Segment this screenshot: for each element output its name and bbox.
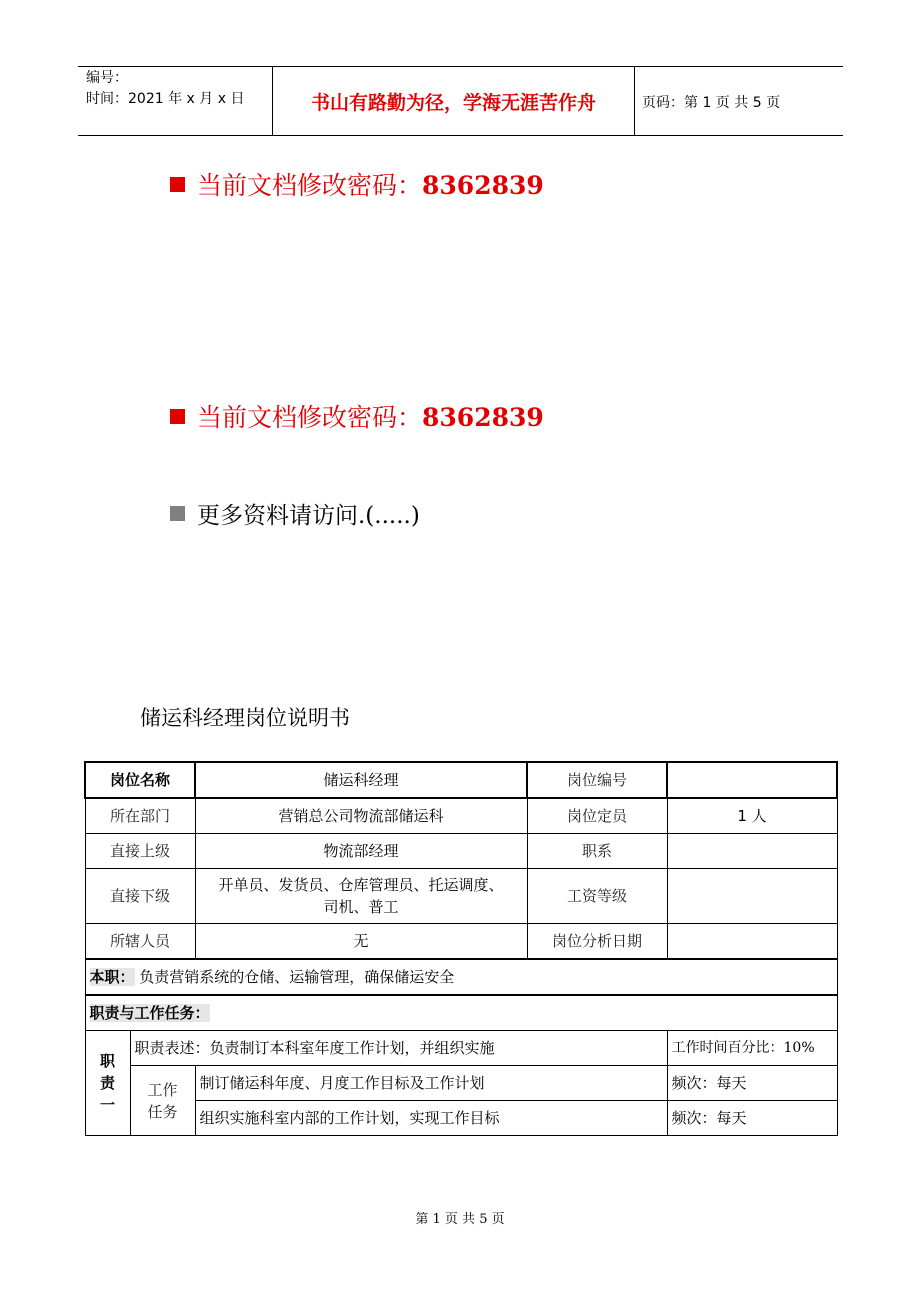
password-label: 当前文档修改密码： (197, 403, 423, 432)
password-notice-2 (170, 398, 544, 434)
header-slogan: 书山有路勤为径，学海无涯苦作舟 (310, 92, 596, 114)
table-row (85, 924, 837, 960)
value-analysis-date (667, 924, 837, 960)
table-row (85, 995, 837, 1031)
header-meta (86, 68, 244, 110)
document-date: 时间：2021 年 x 月 x 日 (86, 91, 245, 107)
responsibility-one-char: 职 (99, 1052, 115, 1070)
responsibility-one-label (85, 1031, 130, 1136)
duty-text: 负责营销系统的仓储、运输管理，确保储运安全 (139, 968, 455, 986)
gray-square-bullet-icon (170, 506, 185, 521)
responsibility-one-char: 一 (99, 1096, 115, 1114)
value-headcount: 1 人 (667, 798, 837, 834)
responsibility-description (130, 1031, 667, 1066)
label-direct-subordinates: 直接下级 (85, 869, 195, 924)
label-managed-staff: 所辖人员 (85, 924, 195, 960)
value-job-family (667, 834, 837, 869)
label-direct-superior: 直接上级 (85, 834, 195, 869)
work-time-percent: 工作时间百分比：10% (667, 1031, 837, 1066)
job-description-table (84, 761, 838, 1136)
responsibilities-label: 职责与工作任务： (89, 1004, 210, 1022)
table-row (85, 1031, 837, 1066)
table-row (85, 798, 837, 834)
label-position-name: 岗位名称 (85, 762, 195, 798)
label-department: 所在部门 (85, 798, 195, 834)
task-frequency: 频次：每天 (667, 1066, 837, 1101)
password-code: 8362839 (422, 403, 544, 432)
red-square-bullet-icon (170, 177, 185, 192)
duty-label: 本职： (89, 968, 135, 986)
task-text: 制订储运科年度、月度工作目标及工作计划 (195, 1066, 667, 1101)
more-info-notice (170, 497, 420, 530)
value-direct-subordinates: 开单员、发货员、仓库管理员、托运调度、司机、普工 (195, 869, 527, 924)
task-label-line: 任务 (147, 1102, 178, 1121)
label-job-family: 职系 (527, 834, 667, 869)
table-row (85, 1066, 837, 1101)
responsibility-description-text: 职责表述：负责制订本科室年度工作计划，并组织实施 (134, 1039, 495, 1057)
document-number-label: 编号： (86, 70, 128, 86)
value-managed-staff: 无 (195, 924, 527, 960)
page-footer: 第 1 页 共 5 页 (415, 1212, 505, 1227)
label-salary-grade: 工资等级 (527, 869, 667, 924)
page-title: 储运科经理岗位说明书 (140, 706, 350, 730)
table-row (85, 834, 837, 869)
task-label-line: 工作 (147, 1080, 178, 1099)
label-analysis-date: 岗位分析日期 (527, 924, 667, 960)
password-code: 8362839 (422, 171, 544, 200)
header-divider-right (634, 66, 635, 135)
value-salary-grade (667, 869, 837, 924)
table-row (85, 869, 837, 924)
value-department: 营销总公司物流部储运科 (195, 798, 527, 834)
password-label: 当前文档修改密码： (197, 171, 423, 200)
label-headcount: 岗位定员 (527, 798, 667, 834)
value-position-name: 储运科经理 (195, 762, 527, 798)
task-label (130, 1066, 195, 1136)
header-bottom-rule (78, 135, 843, 136)
task-frequency: 频次：每天 (667, 1101, 837, 1136)
table-row (85, 762, 837, 798)
responsibilities-header (85, 995, 837, 1031)
header-top-rule (78, 66, 843, 67)
responsibility-one-char: 责 (99, 1074, 115, 1092)
red-square-bullet-icon (170, 409, 185, 424)
table-row (85, 1101, 837, 1136)
password-notice-1 (170, 166, 544, 202)
task-text: 组织实施科室内部的工作计划，实现工作目标 (195, 1101, 667, 1136)
duty-row (85, 959, 837, 995)
label-position-number: 岗位编号 (527, 762, 667, 798)
header-page-number: 页码：第 1 页 共 5 页 (642, 95, 781, 111)
value-direct-superior: 物流部经理 (195, 834, 527, 869)
more-info-text: 更多资料请访问.(.....) (197, 503, 420, 529)
value-position-number (667, 762, 837, 798)
table-row (85, 959, 837, 995)
